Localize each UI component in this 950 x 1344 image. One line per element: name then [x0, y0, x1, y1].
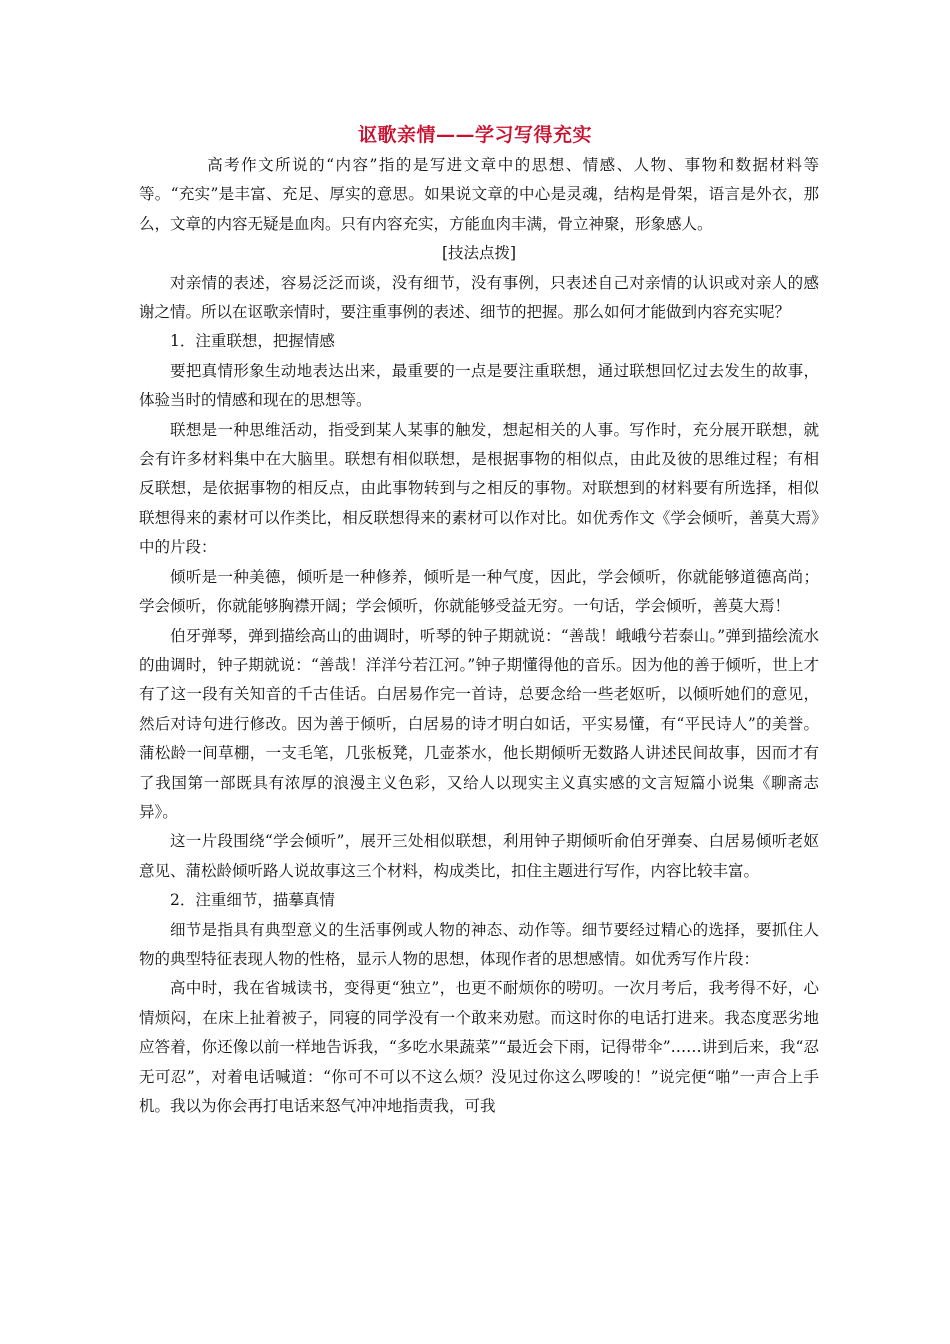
excerpt-paragraph: 高中时，我在省城读书，变得更“独立”，也更不耐烦你的唠叨。一次月考后，我考得不好，心情烦闷，在床上扯着被子，同寝的同学没有一个敢来劝慰。而这时你的电话打进来。我态度恶劣地应答着，你还像以前一样地告诉我，“多吃水果蔬菜”“最近会下雨，记得带伞”……讲到后来，我“忍无可忍”，对着电话喊道：“你可不可以不这么烦？没见过你这么啰唆的！”说完便“啪”一声合上手机。我以为你会再打电话来怒气冲冲地指责我，可我 — [139, 979, 819, 1115]
paragraph: 对亲情的表述，容易泛泛而谈，没有细节，没有事例，只表述自己对亲情的认识或对亲人的感谢之情。所以在讴歌亲情时，要注重事例的表述、细节的把握。那么如何才能做到内容充实呢？ — [139, 273, 819, 322]
subheading-2: 2．注重细节，描摹真情 — [170, 891, 335, 910]
document-title: 讴歌亲情——学习写得充实 — [357, 124, 592, 146]
excerpt-paragraph: 伯牙弹琴，弹到描绘高山的曲调时，听琴的钟子期就说：“善哉！峨峨兮若泰山。”弹到描绘流水的曲调时，钟子期就说：“善哉！洋洋兮若江河。”钟子期懂得他的音乐。因为他的善于倾听，世上才有了这一段有关知音的千古佳话。白居易作完一首诗，总要念给一些老妪听，以倾听她们的意见，然后对诗句进行修改。因为善于倾听，白居易的诗才明白如话，平实易懂，有“平民诗人”的美誉。蒲松龄一间草棚，一支毛笔，几张板凳，几壶茶水，他长期倾听无数路人讲述民间故事，因而才有了我国第一部既具有浓厚的浪漫主义色彩，又给人以现实主义真实感的文言短篇小说集《聊斋志异》。 — [139, 626, 819, 821]
intro-paragraph: 高考作文所说的“内容”指的是写进文章中的思想、情感、人物、事物和数据材料等等。“充实”是丰富、充足、厚实的意思。如果说文章的中心是灵魂，结构是骨架，语言是外衣，那么，文章的内容无疑是血肉。只有内容充实，方能血肉丰满，骨立神聚，形象感人。 — [139, 156, 819, 233]
paragraph: 要把真情形象生动地表达出来，最重要的一点是要注重联想，通过联想回忆过去发生的故事，体验当时的情感和现在的思想等。 — [139, 361, 819, 410]
section-heading: [技法点拨] — [441, 244, 517, 263]
document-body — [139, 151, 819, 1121]
paragraph: 联想是一种思维活动，指受到某人某事的触发，想起相关的人事。写作时，充分展开联想，就会有许多材料集中在大脑里。联想有相似联想，是根据事物的相似点，由此及彼的思维过程；有相反联想，是依据事物的相反点，由此事物转到与之相反的事物。对联想到的材料要有所选择，相似联想得来的素材可以作类比，相反联想得来的素材可以作对比。如优秀作文《学会倾听，善莫大焉》中的片段： — [139, 420, 819, 557]
paragraph: 这一片段围绕“学会倾听”，展开三处相似联想，利用钟子期倾听俞伯牙弹奏、白居易倾听老妪意见、蒲松龄倾听路人说故事这三个材料，构成类比，扣住主题进行写作，内容比较丰富。 — [139, 832, 819, 880]
excerpt-paragraph: 倾听是一种美德，倾听是一种修养，倾听是一种气度，因此，学会倾听，你就能够道德高尚；学会倾听，你就能够胸襟开阔；学会倾听，你就能够受益无穷。一句话，学会倾听，善莫大焉！ — [139, 567, 819, 616]
paragraph: 细节是指具有典型意义的生活事例或人物的神态、动作等。细节要经过精心的选择，要抓住人物的典型特征表现人物的性格，显示人物的思想，体现作者的思想感情。如优秀写作片段： — [139, 920, 819, 968]
subheading-1: 1．注重联想，把握情感 — [170, 332, 335, 351]
